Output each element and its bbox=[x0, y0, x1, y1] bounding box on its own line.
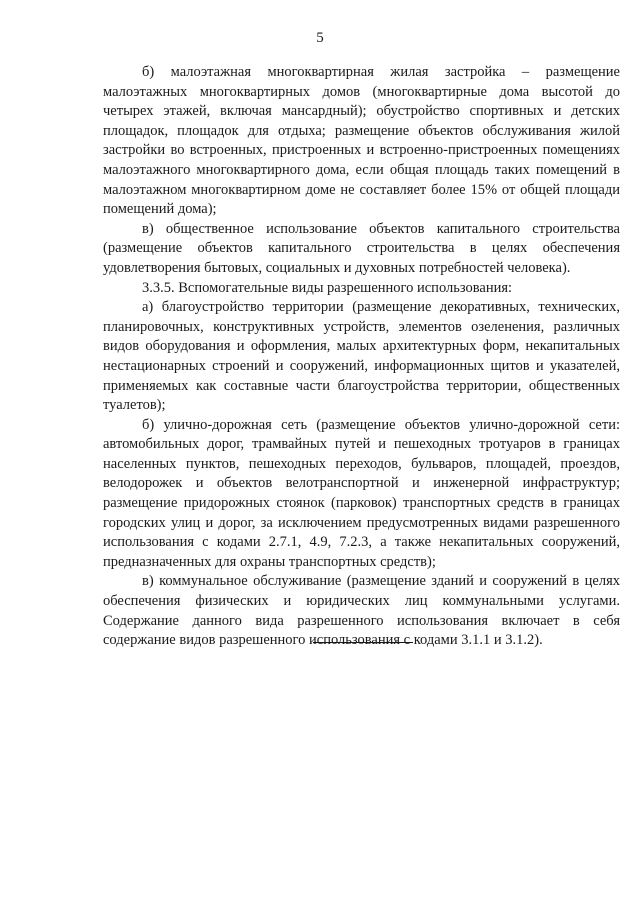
end-divider-line bbox=[313, 642, 413, 643]
paragraph-utility-services: в) коммунальное обслуживание (размещение зданий и сооружений в целях обеспечения физических и юридических лиц коммунальными услугами. Содержание данного вида разрешенного использования включает в себя содержание видов разрешенного использования с кодами 3.1.1 и 3.1.2). bbox=[103, 573, 620, 649]
page-number: 5 bbox=[316, 30, 324, 46]
section-heading-auxiliary-uses: 3.3.5. Вспомогательные виды разрешенного использования: bbox=[142, 279, 513, 296]
paragraph-low-rise-housing: б) малоэтажная многоквартирная жилая застройка – размещение малоэтажных многоквартирных домов (многоквартирные дома высотой до четырех этажей, включая мансардный); обустройство спортивных и детских площадок, площадок для отдыха; размещение объектов обслуживания жилой застройки во встроенных, пристроенных и встроенно-пристроенных помещениях малоэтажного многоквартирного дома, если общая площадь таких помещений в малоэтажном многоквартирном доме не составляет более 15% от общей площади помещений дома); bbox=[103, 64, 620, 218]
paragraph-landscaping: а) благоустройство территории (размещение декоративных, технических, планировочных, конструктивных устройств, элементов озеленения, различных видов оборудования и оформления, малых архитектурных форм, некапитальных нестационарных строений и сооружений, информационных щитов и указателей, применяемых как составные части благоустройства территории, общественных туалетов); bbox=[103, 299, 620, 414]
paragraph-public-use: в) общественное использование объектов капитального строительства (размещение объектов капитального строительства в целях обеспечения удовлетворения бытовых, социальных и духовных потребностей человека). bbox=[103, 220, 620, 276]
paragraph-road-network: б) улично-дорожная сеть (размещение объектов улично-дорожной сети: автомобильных дорог, трамвайных путей и пешеходных тротуаров в границах населенных пунктов, пешеходных переходов, бульваров, площадей, проездов, велодорожек и объектов велотранспортной и инженерной инфраструктур; размещение придорожных стоянок (парковок) транспортных средств в границах городских улиц и дорог, за исключением предусмотренных видами разрешенного использования с кодами 2.7.1, 4.9, 7.2.3, а также некапитальных сооружений, предназначенных для охраны транспортных средств); bbox=[103, 416, 620, 570]
document-body bbox=[103, 63, 620, 651]
